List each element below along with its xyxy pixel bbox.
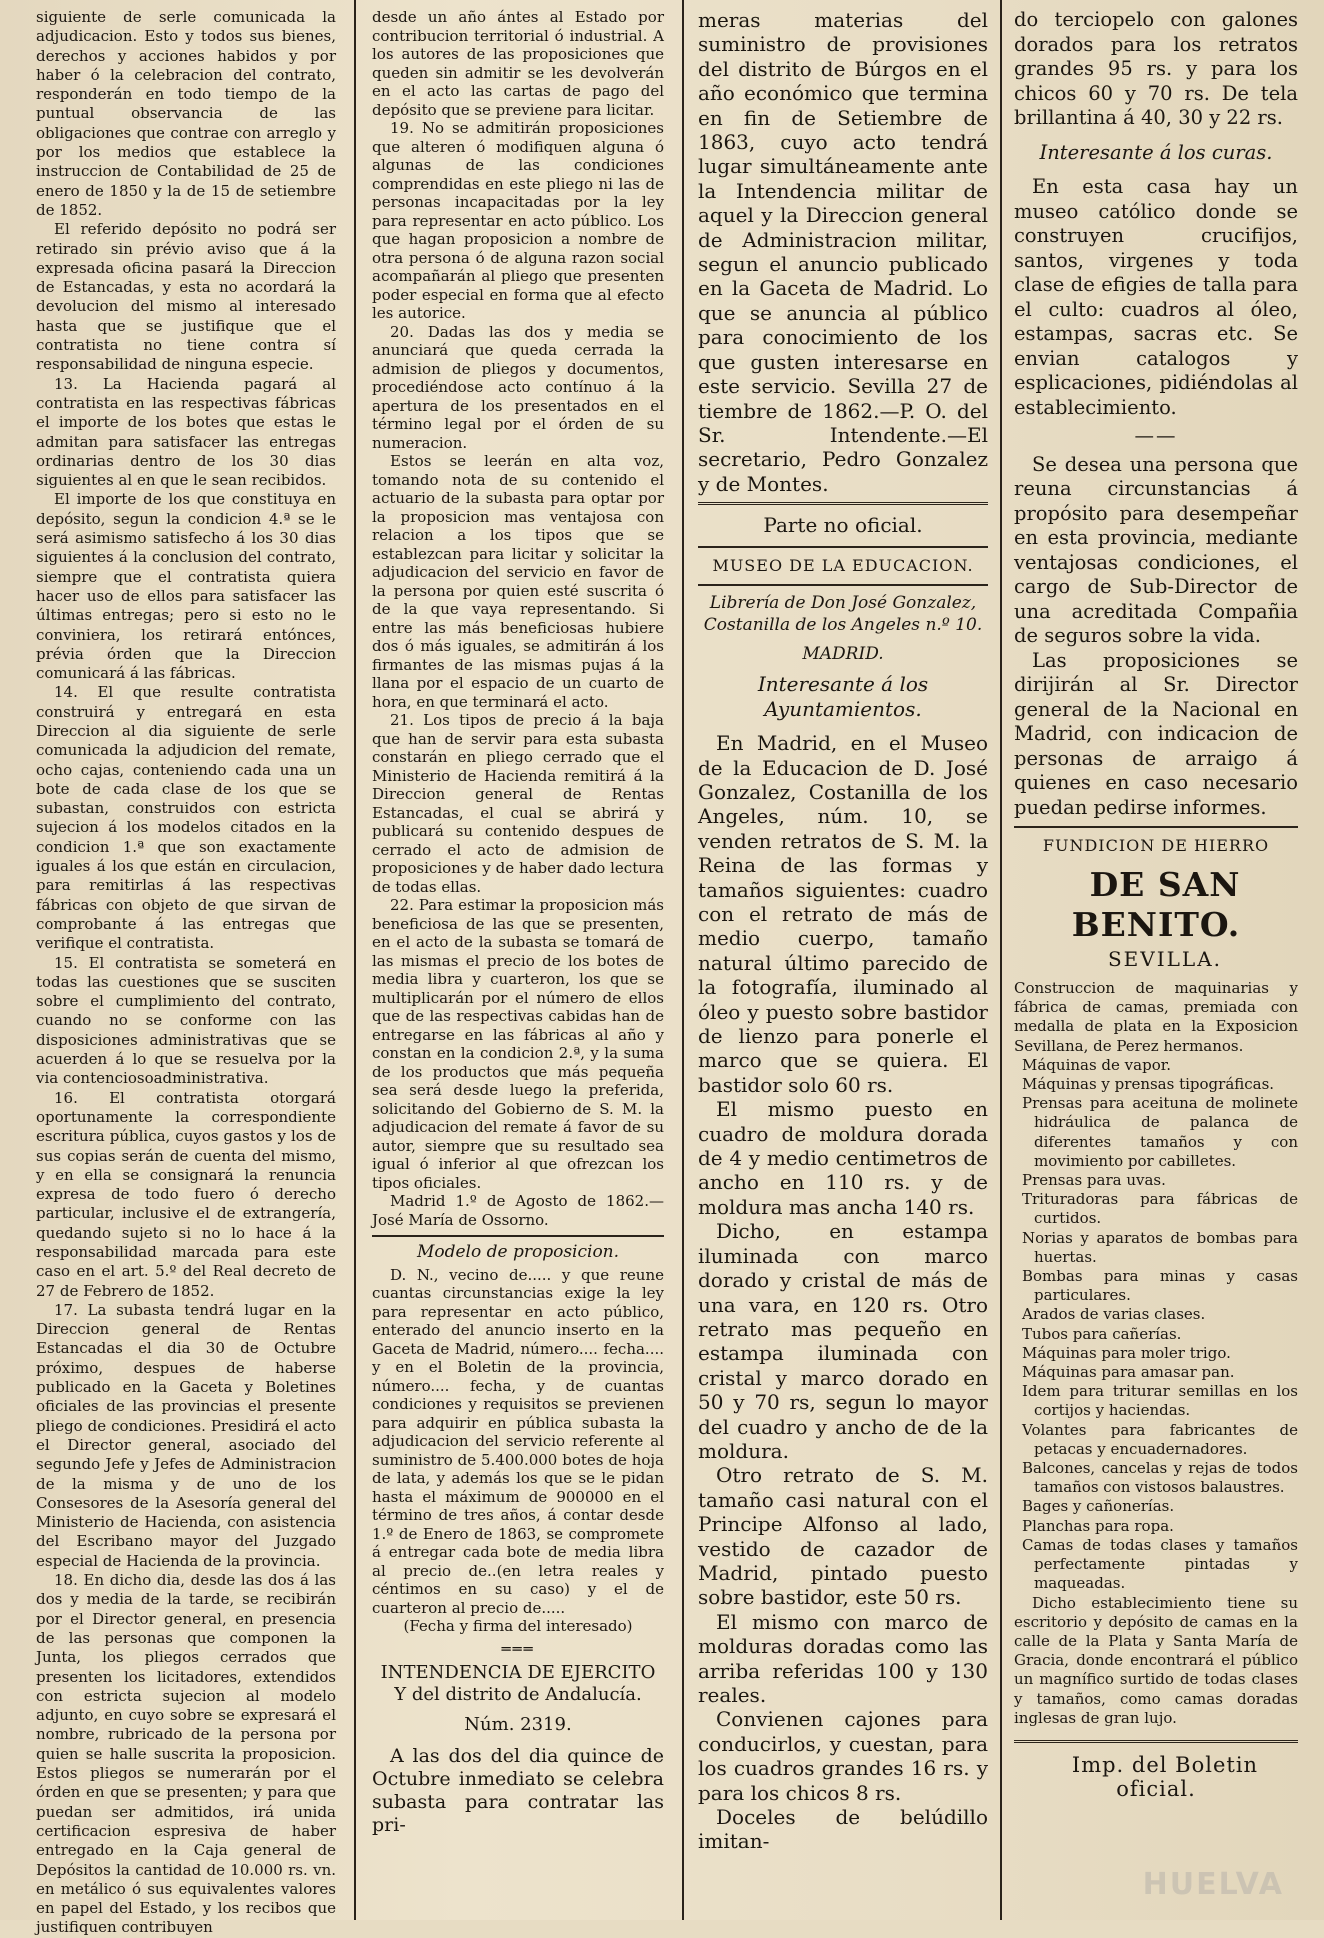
paragraph: 21. Los tipos de precio á la baja que han de servir para esta subasta constarán en pliego cerrado que el Ministerio de Hacienda remitirá á la Direccion general de Rentas Estancadas, el cual se abrirá y publicará su contenido despues de cerrado el acto de admision de proposiciones y de haber dado lectura de todas ellas. xyxy=(372,711,664,896)
paragraph: 13. La Hacienda pagará al contratista en las respectivas fábricas el importe de los botes que estas le admitan para satisfacer las entregas ordinarias dentro de los 30 dias siguientes al en que le sean recibidos. xyxy=(36,374,336,490)
column-3 xyxy=(698,8,988,1914)
divider xyxy=(698,584,988,586)
notice-number: Núm. 2319. xyxy=(464,1714,572,1735)
fundicion-title: FUNDICION DE HIERRO xyxy=(1042,836,1270,855)
paragraph: meras materias del suministro de provisiones del distrito de Búrgos en el año económico que termina en fin de Setiembre de 1863, cuyo acto tendrá lugar simultáneamente ante la Intendencia militar de aquel y la Direccion general de Administracion militar, segun el anuncio publicado en la Gaceta de Madrid. Lo que se anuncia al público para conocimiento de los que gusten interesarse en este servicio. Sevilla 27 de tiembre de 1862.—P. O. del Sr. Intendente.—El secretario, Pedro Gonzalez y de Montes. xyxy=(698,8,988,496)
paragraph: 20. Dadas las dos y media se anunciará que queda cerrada la admision de pliegos y documentos, procediéndose acto contínuo á la apertura de los presentados en el término legal por el órden de su numeracion. xyxy=(372,322,664,452)
curas-title: Interesante á los curas. xyxy=(1039,140,1273,164)
paragraph: A las dos del dia quince de Octubre inmediato se celebra subasta para contratar las pri- xyxy=(372,1744,664,1836)
divider xyxy=(372,1235,664,1237)
signature: Madrid 1.º de Agosto de 1862.—José María de Ossorno. xyxy=(372,1192,664,1229)
paragraph: 16. El contratista otorgará oportunamente la correspondiente escritura pública, cuyos gastos y los de sus copias serán de cuenta del mismo, y en ella se consignará la renuncia expresa de todo fuero ó derecho particular, inclusive el de extrangería, quedando sujeto si no lo hace á la responsabilidad marcada para este caso en el art. 5.º del Real decreto de 27 de Febrero de 1852. xyxy=(36,1088,336,1300)
list-item: Planchas para ropa. xyxy=(1022,1516,1174,1535)
model-title: Modelo de proposicion. xyxy=(416,1242,620,1262)
section-title: INTENDENCIA DE EJERCITO Y del distrito de Andalucía. xyxy=(380,1662,656,1705)
paragraph: El mismo puesto en cuadro de moldura dorada de 4 y medio centimetros de ancho en 110 rs. y de moldura mas ancha 140 rs. xyxy=(698,1097,988,1219)
subtitle: Interesante á los Ayuntamientos. xyxy=(757,672,929,721)
paragraph: El importe de los que constituya en depósito, segun la condicion 4.ª se le será asimismo satisfecho á los 30 dias siguientes á la conclusion del contrato, siempre que el contratista quiera hacer uso de ellos para satisfacer las últimas entregas; pero si esto no le conviniera, los retirará entónces, prévia órden que la Direccion comunicará á las fábricas. xyxy=(36,490,336,683)
paragraph: 15. El contratista se someterá en todas las cuestiones que se susciten sobre el cumplimiento del contrato, cuando no se conforme con las disposiciones administrativas que se acuerden á lo que se resuelva por la via contenciosoadministrativa. xyxy=(36,953,336,1088)
list-item: Norias y aparatos de bombas para huertas. xyxy=(1022,1228,1298,1266)
paragraph: Construccion de maquinarias y fábrica de camas, premiada con medalla de plata en la Exposicion Sevillana, de Perez hermanos. xyxy=(1014,979,1298,1055)
column-2 xyxy=(372,8,664,1914)
bookshop: Librería de Don José Gonzalez, Costanilla de los Angeles n.º 10. xyxy=(703,592,983,635)
paragraph: En esta casa hay un museo católico donde se construyen crucifijos, santos, virgenes y toda clase de efigies de talla para el culto: cuadros al óleo, estampas, sacras etc. Se envian catalogos y esplicaciones, pidiéndolas al establecimiento. xyxy=(1014,175,1298,419)
paragraph: desde un año ántes al Estado por contribucion territorial ó industrial. A los autores de las proposiciones que queden sin admitir se les devolverán en el acto las cartas de pago del depósito que se previene para licitar. xyxy=(372,8,664,119)
divider xyxy=(698,502,988,505)
paragraph: Otro retrato de S. M. tamaño casi natural con el Principe Alfonso al lado, vestido de cazador de Madrid, pintado puesto sobre bastidor, este 50 rs. xyxy=(698,1463,988,1610)
list-item: Máquinas para moler trigo. xyxy=(1022,1343,1231,1362)
paragraph: Dicho establecimiento tiene su escritorio y depósito de camas en la calle de la Plata y Santa María de Gracia, donde encontrará el público un magnífico surtido de todas clases y tamaños, como camas doradas inglesas de gran lujo. xyxy=(1014,1593,1298,1727)
paragraph: 22. Para estimar la proposicion más beneficiosa de las que se presenten, en el acto de la subasta se tomará de las mismas el precio de los botes de media libra y cuarteron, los que se multiplicarán por el número de ellos que de las respectivas cabidas han de entregarse en las fábricas al año y constan en la condicion 2.ª, y la suma de los productos que más pequeña sea será desde luego la preferida, solicitando del Gobierno de S. M. la adjudicacion del remate á favor de su autor, siempre que su resultado sea igual ó inferior al que ofrezcan los tipos oficiales. xyxy=(372,896,664,1192)
library-watermark: HUELVA xyxy=(1142,1867,1284,1902)
fundicion-name: DE SAN BENITO. xyxy=(1071,864,1241,944)
list-item: Máquinas y prensas tipográficas. xyxy=(1022,1075,1275,1094)
column-rule xyxy=(682,0,684,1920)
paragraph: do terciopelo con galones dorados para los retratos grandes 95 rs. y para los chicos 60 y 70 rs. De tela brillantina á 40, 30 y 22 rs. xyxy=(1014,8,1298,129)
list-item: Camas de todas clases y tamaños perfectamente pintadas y maqueadas. xyxy=(1022,1535,1298,1593)
list-item: Máquinas de vapor. xyxy=(1022,1055,1172,1074)
paragraph: Convienen cajones para conducirlos, y cuestan, para los cuadros grandes 16 rs. y para los chicos 8 rs. xyxy=(698,1707,988,1805)
paragraph: Doceles de belúdillo imitan- xyxy=(698,1805,988,1854)
list-item: Idem para triturar semillas en los cortijos y haciendas. xyxy=(1022,1382,1298,1420)
column-rule xyxy=(1000,0,1002,1920)
list-item: Trituradoras para fábricas de curtidos. xyxy=(1022,1190,1298,1228)
list-item: Volantes para fabricantes de petacas y encuadernadores. xyxy=(1022,1420,1298,1458)
divider xyxy=(1014,1740,1298,1743)
list-item: Prensas para aceituna de molinete hidráulica de palanca de diferentes tamaños y con movimiento por cabilletes. xyxy=(1022,1094,1298,1170)
paragraph: El mismo con marco de molduras doradas como las arriba referidas 100 y 130 reales. xyxy=(698,1609,988,1707)
divider: —— xyxy=(1134,424,1178,447)
list-item: Prensas para uvas. xyxy=(1022,1171,1166,1190)
paragraph: 19. No se admitirán proposiciones que alteren ó modifiquen alguna ó algunas de las condiciones comprendidas en este pliego ni las de personas incapacitadas por la ley para representar en acto público. Los que hagan proposicion a nombre de otra persona ó de alguna razon social acompañarán al pliego que presenten poder especial en forma que al efecto les autorice. xyxy=(372,119,664,322)
section-label: Parte no oficial. xyxy=(763,513,923,538)
museum-title: MUSEO DE LA EDUCACION. xyxy=(712,555,974,575)
city: MADRID. xyxy=(802,643,884,664)
paragraph: Dicho, en estampa iluminada con marco dorado y cristal de más de una vara, en 120 rs. Otro retrato mas pequeño en estampa iluminada con cristal y marco dorado en 50 y 70 rs, segun lo mayor del cuadro y ancho de de la moldura. xyxy=(698,1219,988,1463)
list-item: Balcones, cancelas y rejas de todos tamaños con vistosos balaustres. xyxy=(1022,1459,1298,1497)
list-item: Arados de varias clases. xyxy=(1022,1305,1206,1324)
list-item: Bages y cañonerías. xyxy=(1022,1497,1175,1516)
column-4 xyxy=(1014,8,1298,1914)
divider: ═══ xyxy=(501,1639,535,1658)
paragraph: 17. La subasta tendrá lugar en la Direccion general de Rentas Estancadas el dia 30 de Octubre próximo, despues de haberse publicado en la Gaceta y Boletines oficiales de las provincias el presente pliego de condiciones. Presidirá el acto el Director general, asociado del segundo Jefe y Jefes de Administracion de la misma y de uno de los Consesores de la Asesoría general del Ministerio de Hacienda, con asistencia del Escribano mayor del Juzgado especial de Hacienda de la provincia. xyxy=(36,1300,336,1570)
paragraph: siguiente de serle comunicada la adjudicacion. Esto y todos sus bienes, derechos y acciones habidos y por haber ó la celebracion del contrato, responderán en todo tiempo de la puntual observancia de las obligaciones que contrae con arreglo y por los medios que establece la instruccion de Contabilidad de 25 de enero de 1850 y la de 15 de setiembre de 1852. xyxy=(36,8,336,219)
paragraph: Se desea una persona que reuna circunstancias á propósito para desempeñar en esta provincia, mediante ventajosas condiciones, el cargo de Sub-Director de una acreditada Compañia de seguros sobre la vida. xyxy=(1014,452,1298,647)
paragraph: Las proposiciones se dirijirán al Sr. Director general de la Nacional en Madrid, con indicacion de personas de arraigo á quienes en caso necesario puedan pedirse informes. xyxy=(1014,648,1298,819)
paragraph: (Fecha y firma del interesado) xyxy=(403,1617,633,1635)
divider xyxy=(1014,826,1298,828)
list-item: Bombas para minas y casas particulares. xyxy=(1022,1267,1298,1305)
paragraph: 14. El que resulte contratista construirá y entregará en esta Direccion al dia siguiente de serle comunicada la adjudicion del remate, ocho cajas, conteniendo cada una un bote de cada clase de los que se subastan, construidos con estricta sujecion á los modelos citados en la condicion 1.ª que son exactamente iguales á los que están en circulacion, para remitirlas á las respectivas fábricas con objeto de que sirvan de comprobante á las entregas que verifique el contratista. xyxy=(36,683,336,953)
list-item: Tubos para cañerías. xyxy=(1022,1324,1182,1343)
column-rule xyxy=(354,0,356,1920)
list-item: Máquinas para amasar pan. xyxy=(1022,1363,1235,1382)
paragraph: En Madrid, en el Museo de la Educacion de D. José Gonzalez, Costanilla de los Angeles, núm. 10, se venden retratos de S. M. la Reina de las formas y tamaños siguientes: cuadro con el retrato de más de medio cuerpo, tamaño natural último parecido de la fotografía, iluminado al óleo y puesto sobre bastidor de lienzo para ponerle el marco que se quiera. El bastidor solo 60 rs. xyxy=(698,731,988,1097)
paragraph: Estos se leerán en alta voz, tomando nota de su contenido el actuario de la subasta para optar por la proposicion mas ventajosa con relacion a los tipos que se establezcan para licitar y solicitar la adjudicacion del servicio en favor de la persona por quien esté suscrita ó de la que vaya representando. Si entre las más beneficiosas hubiere dos ó más iguales, se admitirán á los firmantes de las mismas pujas á la llana por el espacio de un cuarto de hora, en que terminará el acto. xyxy=(372,452,664,711)
paragraph: El referido depósito no podrá ser retirado sin prévio aviso que á la expresada oficina pasará la Direccion de Estancadas, y esta no acordará la devolucion del mismo al interesado hasta que se justifique que el contratista no tiene contra sí responsabilidad de ninguna especie. xyxy=(36,220,336,374)
footer-imprint: Imp. del Boletin oficial. xyxy=(1071,1752,1259,1802)
divider xyxy=(698,546,988,548)
paragraph: D. N., vecino de..... y que reune cuantas circunstancias exige la ley para representar en acto público, enterado del anuncio inserto en la Gaceta de Madrid, número.... fecha.... y en el Boletin de la provincia, número.... fecha, y de cuantas condiciones y requisitos se previenen para adquirir en pública subasta la adjudicacion del servicio referente al suministro de 5.400.000 botes de hoja de lata, y además los que se le pidan hasta el máximum de 900000 en el término de tres años, á contar desde 1.º de Enero de 1863, se compromete á entregar cada bote de media libra al precio de..(en letra reales y céntimos en su caso) y el de cuarteron al precio de..... xyxy=(372,1265,664,1617)
fundicion-city: SEVILLA. xyxy=(1107,946,1222,971)
paragraph: 18. En dicho dia, desde las dos á las dos y media de la tarde, se recibirán por el Director general, en presencia de las personas que componen la Junta, los pliegos cerrados que presenten los licitadores, extendidos con estricta sujecion al modelo adjunto, en cuyo sobre se expresará el nombre, rubricado de la persona por quien se halle suscrita la proposicion. Estos pliegos se numerarán por el órden en que se presenten; y para que puedan ser admitidos, irá unida certificacion espresiva de haber entregado en la Caja general de Depósitos la cantidad de 10.000 rs. vn. en metálico ó sus equivalentes valores en papel del Estado, y los recibos que justifiquen contribuyen xyxy=(36,1571,336,1937)
column-1 xyxy=(36,8,336,1937)
